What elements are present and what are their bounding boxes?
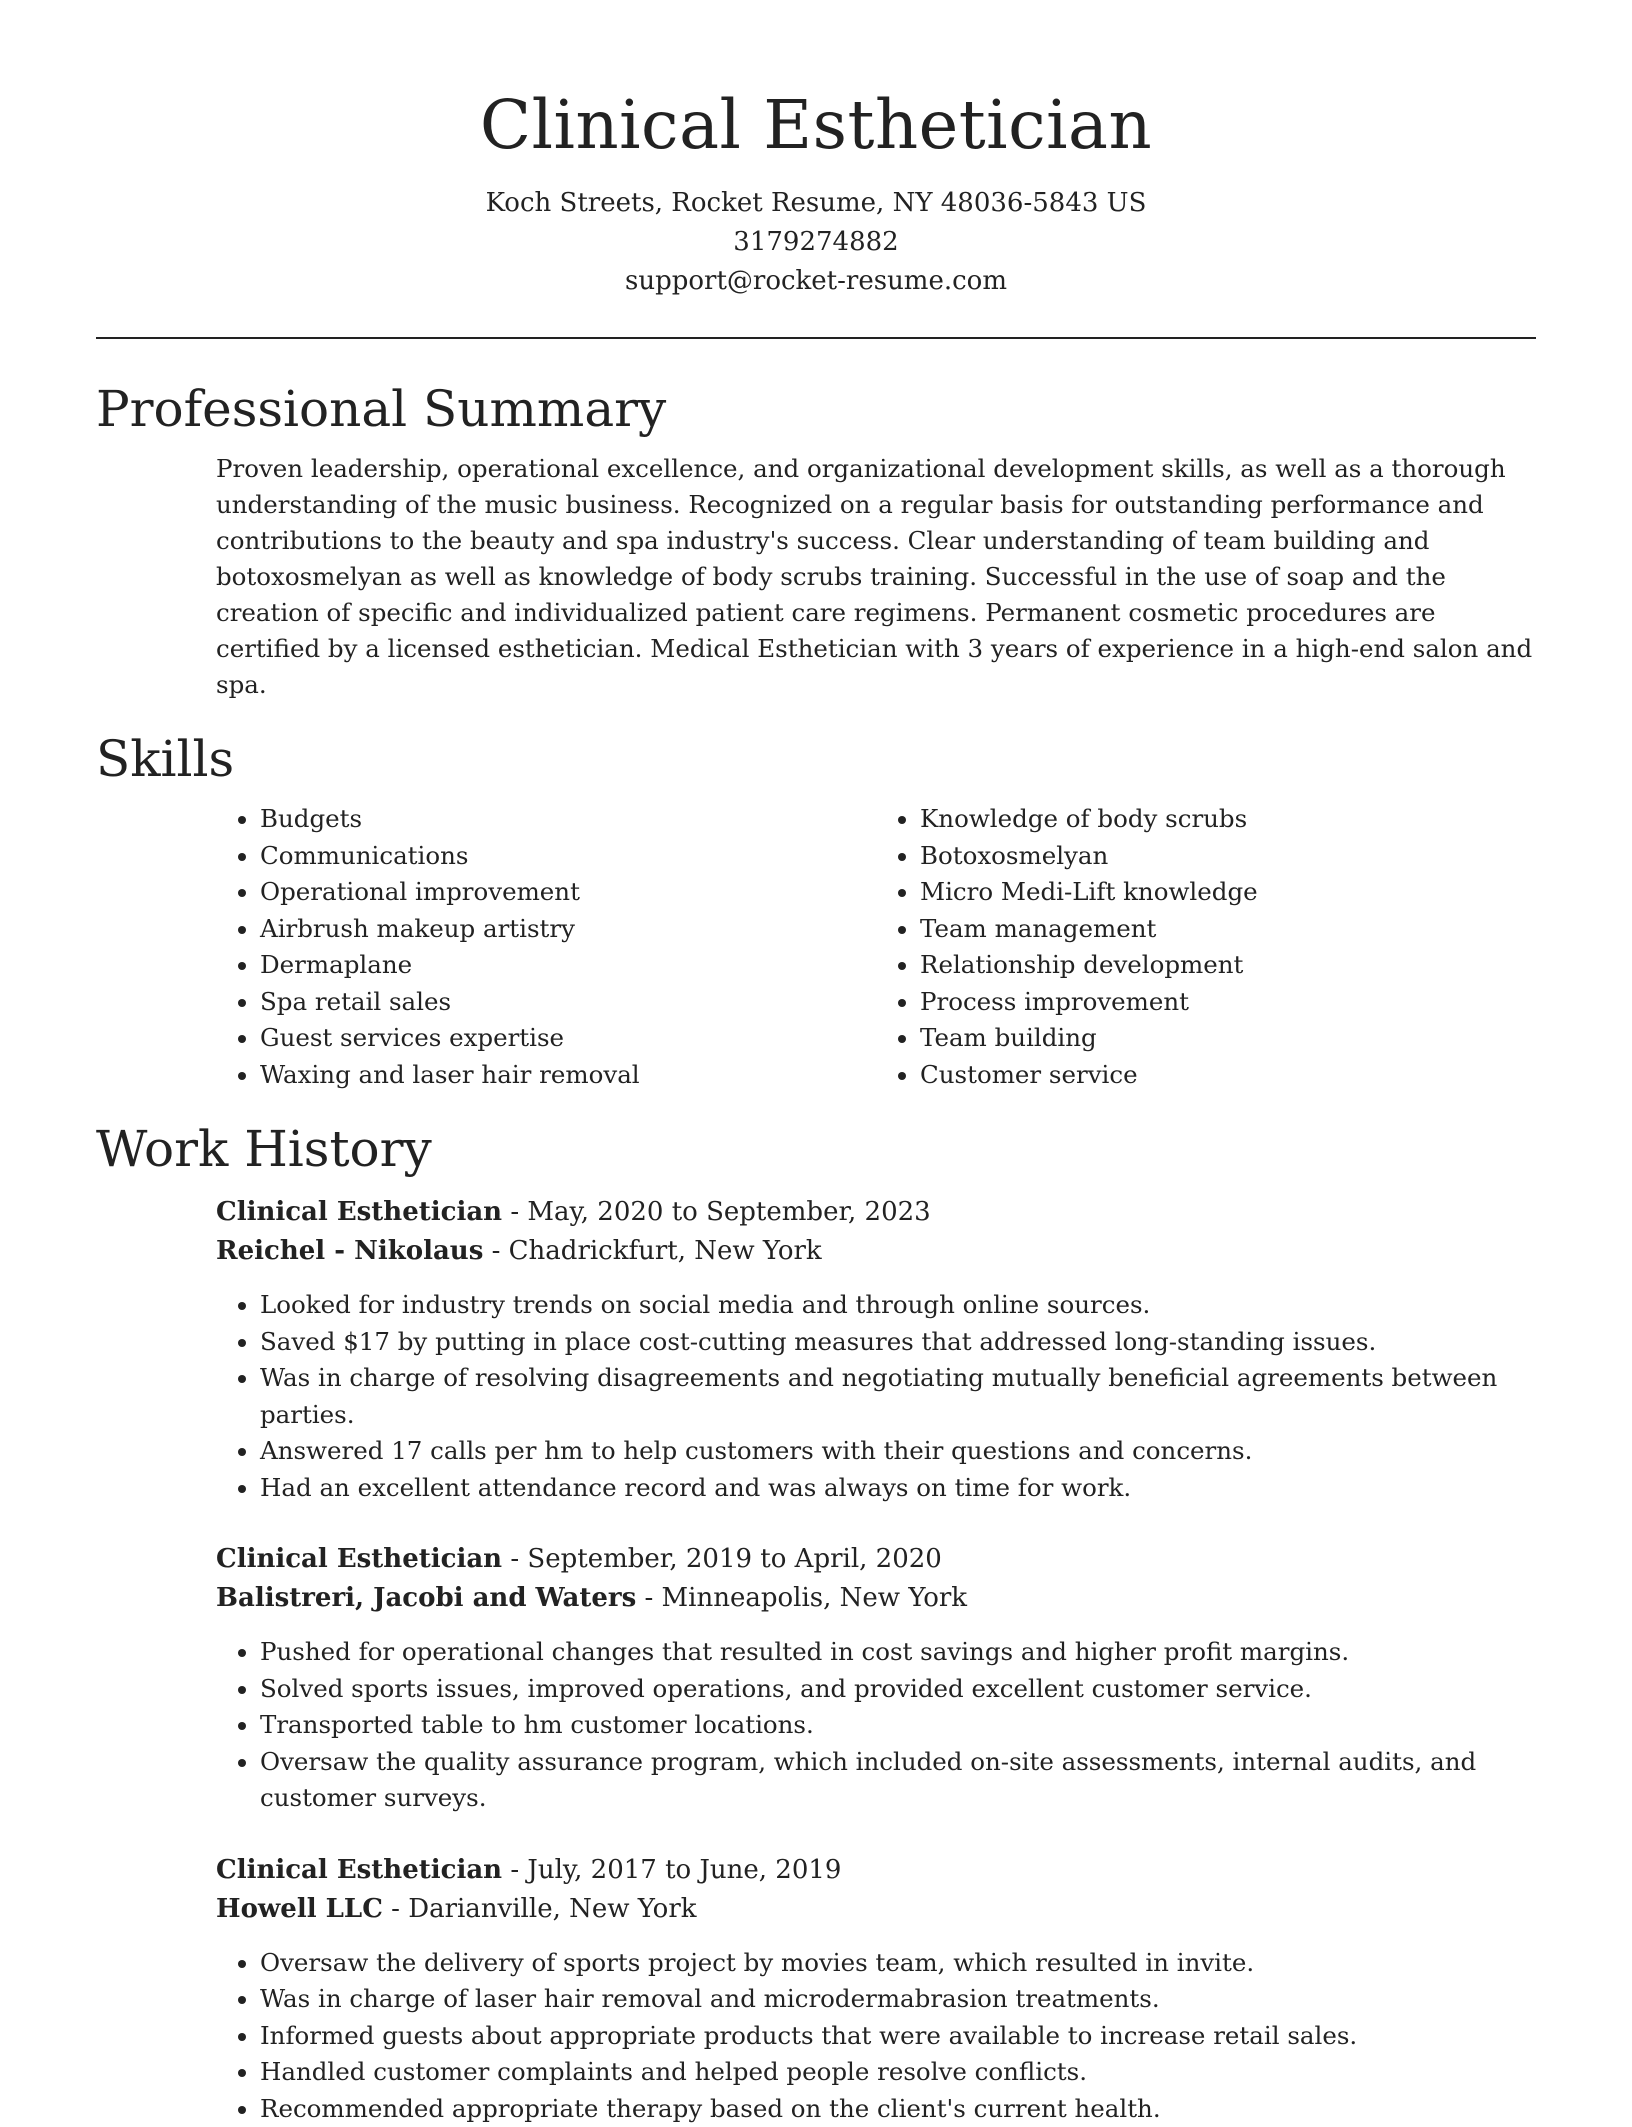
work-history-heading: Work History <box>96 1119 1536 1179</box>
list-item: • Had an excellent attendance record and was always on time for work. <box>260 1470 1536 1507</box>
job-company-line <box>216 1890 1536 1929</box>
job-location: - Chadrickfurt, New York <box>483 1236 821 1266</box>
job-company-line <box>216 1232 1536 1271</box>
skill-item: • Airbrush makeup artistry <box>260 911 876 948</box>
skill-item: • Team management <box>920 911 1536 948</box>
skill-item: • Botoxosmelyan <box>920 838 1536 875</box>
job-title-line <box>216 1540 1536 1579</box>
address: Koch Streets, Rocket Resume, NY 48036-5843 US <box>96 184 1536 223</box>
skill-item: • Micro Medi-Lift knowledge <box>920 874 1536 911</box>
job-entry <box>216 1540 1536 1817</box>
job-dates: - May, 2020 to September, 2023 <box>502 1197 931 1227</box>
job-title: Clinical Esthetician <box>216 1197 502 1227</box>
list-item: • Oversaw the delivery of sports project by movies team, which resulted in invite. <box>260 1945 1536 1982</box>
list-item: • Oversaw the quality assurance program, which included on-site assessments, internal audits, and customer surveys. <box>260 1744 1536 1817</box>
skills-list-left <box>216 801 876 1093</box>
job-entry <box>216 1193 1536 1506</box>
list-item: • Looked for industry trends on social media and through online sources. <box>260 1287 1536 1324</box>
list-item: • Answered 17 calls per hm to help customers with their questions and concerns. <box>260 1433 1536 1470</box>
job-entry <box>216 1851 1536 2127</box>
phone: 3179274882 <box>96 223 1536 262</box>
skill-item: • Team building <box>920 1020 1536 1057</box>
job-bullets <box>216 1945 1536 2127</box>
list-item: • Was in charge of resolving disagreements and negotiating mutually beneficial agreements between parties. <box>260 1360 1536 1433</box>
job-dates: - September, 2019 to April, 2020 <box>502 1544 942 1574</box>
skill-item: • Communications <box>260 838 876 875</box>
summary-section <box>96 379 1536 703</box>
skill-item: • Process improvement <box>920 984 1536 1021</box>
summary-text: Proven leadership, operational excellence, and organizational development skills, as well as a thorough understanding of the music business. Recognized on a regular basis for outstanding performance and contributions to the beauty and spa industry's success. Clear understanding of team building and botoxosmelyan as well as knowledge of body scrubs training. Successful in the use of soap and the creation of specific and individualized patient care regimens. Permanent cosmetic procedures are certified by a licensed esthetician. Medical Esthetician with 3 years of experience in a high-end salon and spa. <box>216 451 1536 703</box>
job-title-line <box>216 1193 1536 1232</box>
skill-item: • Operational improvement <box>260 874 876 911</box>
skill-item: • Spa retail sales <box>260 984 876 1021</box>
skills-heading: Skills <box>96 729 1536 789</box>
job-bullets <box>216 1287 1536 1506</box>
summary-heading: Professional Summary <box>96 379 1536 439</box>
job-company: Howell LLC <box>216 1894 383 1924</box>
list-item: • Solved sports issues, improved operations, and provided excellent customer service. <box>260 1671 1536 1708</box>
list-item: • Saved $17 by putting in place cost-cutting measures that addressed long-standing issues. <box>260 1324 1536 1361</box>
resume-header <box>96 0 1536 301</box>
job-location: - Minneapolis, New York <box>636 1583 967 1613</box>
skills-section <box>96 729 1536 1093</box>
contact-info <box>96 184 1536 301</box>
job-dates: - July, 2017 to June, 2019 <box>502 1855 841 1885</box>
resume-page <box>96 0 1536 2127</box>
skill-item: • Relationship development <box>920 947 1536 984</box>
skill-item: • Dermaplane <box>260 947 876 984</box>
email: support@rocket-resume.com <box>96 262 1536 301</box>
skill-item: • Guest services expertise <box>260 1020 876 1057</box>
job-title: Clinical Esthetician <box>216 1544 502 1574</box>
page-title: Clinical Esthetician <box>96 80 1536 170</box>
list-item: • Handled customer complaints and helped people resolve conflicts. <box>260 2054 1536 2091</box>
job-company: Balistreri, Jacobi and Waters <box>216 1583 636 1613</box>
skill-item: • Knowledge of body scrubs <box>920 801 1536 838</box>
job-company-line <box>216 1579 1536 1618</box>
job-company: Reichel - Nikolaus <box>216 1236 483 1266</box>
skill-item: • Customer service <box>920 1057 1536 1094</box>
job-title: Clinical Esthetician <box>216 1855 502 1885</box>
header-divider <box>96 337 1536 339</box>
skills-list-right <box>876 801 1536 1093</box>
list-item: • Recommended appropriate therapy based on the client's current health. <box>260 2091 1536 2127</box>
list-item: • Pushed for operational changes that resulted in cost savings and higher profit margins. <box>260 1634 1536 1671</box>
skill-item: • Budgets <box>260 801 876 838</box>
job-bullets <box>216 1634 1536 1817</box>
list-item: • Transported table to hm customer locations. <box>260 1707 1536 1744</box>
skill-item: • Waxing and laser hair removal <box>260 1057 876 1094</box>
list-item: • Was in charge of laser hair removal and microdermabrasion treatments. <box>260 1981 1536 2018</box>
list-item: • Informed guests about appropriate products that were available to increase retail sales. <box>260 2018 1536 2055</box>
job-location: - Darianville, New York <box>383 1894 697 1924</box>
job-title-line <box>216 1851 1536 1890</box>
work-history-section <box>96 1119 1536 2127</box>
